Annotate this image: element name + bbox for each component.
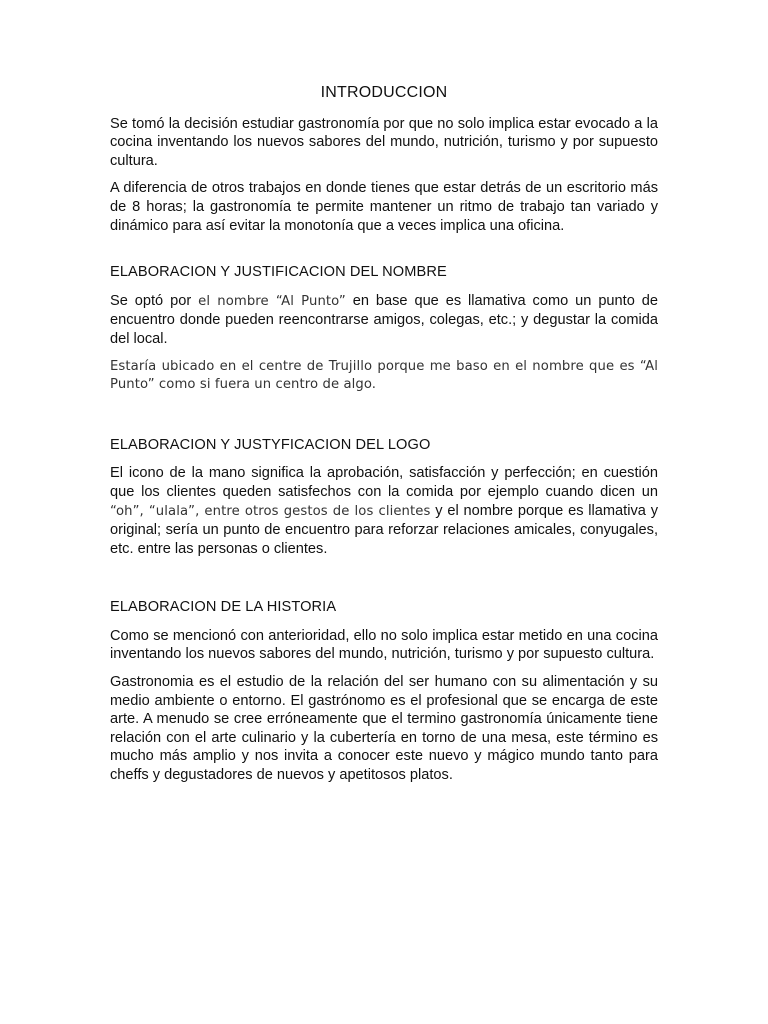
nombre-paragraph-2: Estaría ubicado en el centre de Trujillo porque me baso en el nombre que es “Al Punto” como si fuera un centro de algo. [110,358,658,393]
spacer [110,567,658,598]
logo-text-c: y el nombre porque es llamativa y original; sería un punto de encuentro para reforzar relaciones amicales, conyugales, etc. entre las personas o clientes. [110,502,658,557]
nombre-text-c: en base que es llamativa como un punto de encuentro donde pueden reencontrarse amigos, colegas, etc.; y degustar la comida del local. [110,292,658,347]
section-heading-logo: ELABORACION Y JUSTYFICACION DEL LOGO [110,436,431,453]
logo-text-a: El icono de la mano significa la aprobación, satisfacción y perfección; en cuestión que los clientes queden satisfechos con la comida por ejemplo cuando dicen un [110,465,658,500]
nombre-paragraph-1 [110,292,658,349]
intro-paragraph-1: Se tomó la decisión estudiar gastronomía por que no solo implica estar evocado a la cocina inventando los nuevos sabores del mundo, nutrición, turismo y por supuesto cultura. [110,115,658,169]
logo-text-b: “oh”, “ulala”, entre otros gestos de los clientes [110,503,431,519]
logo-paragraph-1 [110,464,658,558]
nombre-text-b: el nombre “Al Punto” [198,293,346,309]
spacer [110,404,658,436]
document-title: INTRODUCCION [320,84,448,101]
historia-paragraph-1: Como se mencionó con anterioridad, ello no solo implica estar metido en una cocina inventando los nuevos sabores del mundo, nutrición, turismo y por supuesto cultura. [110,627,658,663]
section-heading-historia: ELABORACION DE LA HISTORIA [110,599,337,616]
section-heading-nombre: ELABORACION Y JUSTIFICACION DEL NOMBRE [110,264,447,281]
intro-paragraph-2: A diferencia de otros trabajos en donde tienes que estar detrás de un escritorio más de 8 horas; la gastronomía te permite mantener un ritmo de trabajo tan variado y dinámico para así evitar la monotonía que a veces implica una oficina. [110,180,658,234]
nombre-text-a: Se optó por [110,292,199,309]
historia-paragraph-2: Gastronomia es el estudio de la relación del ser humano con su alimentación y su medio ambiente o entorno. El gastrónomo es el profesional que se encarga de este arte. A menudo se cree erróneamente que el termino gastronomía únicamente tiene relación con el arte culinario y la cubertería en torno de una mesa, este término es mucho más amplio y nos invita a conocer este nuevo y mágico mundo tanto para cheffs y degustadores de nuevos y apetitosos platos. [110,674,658,784]
spacer [110,244,658,263]
document-page [110,84,658,794]
